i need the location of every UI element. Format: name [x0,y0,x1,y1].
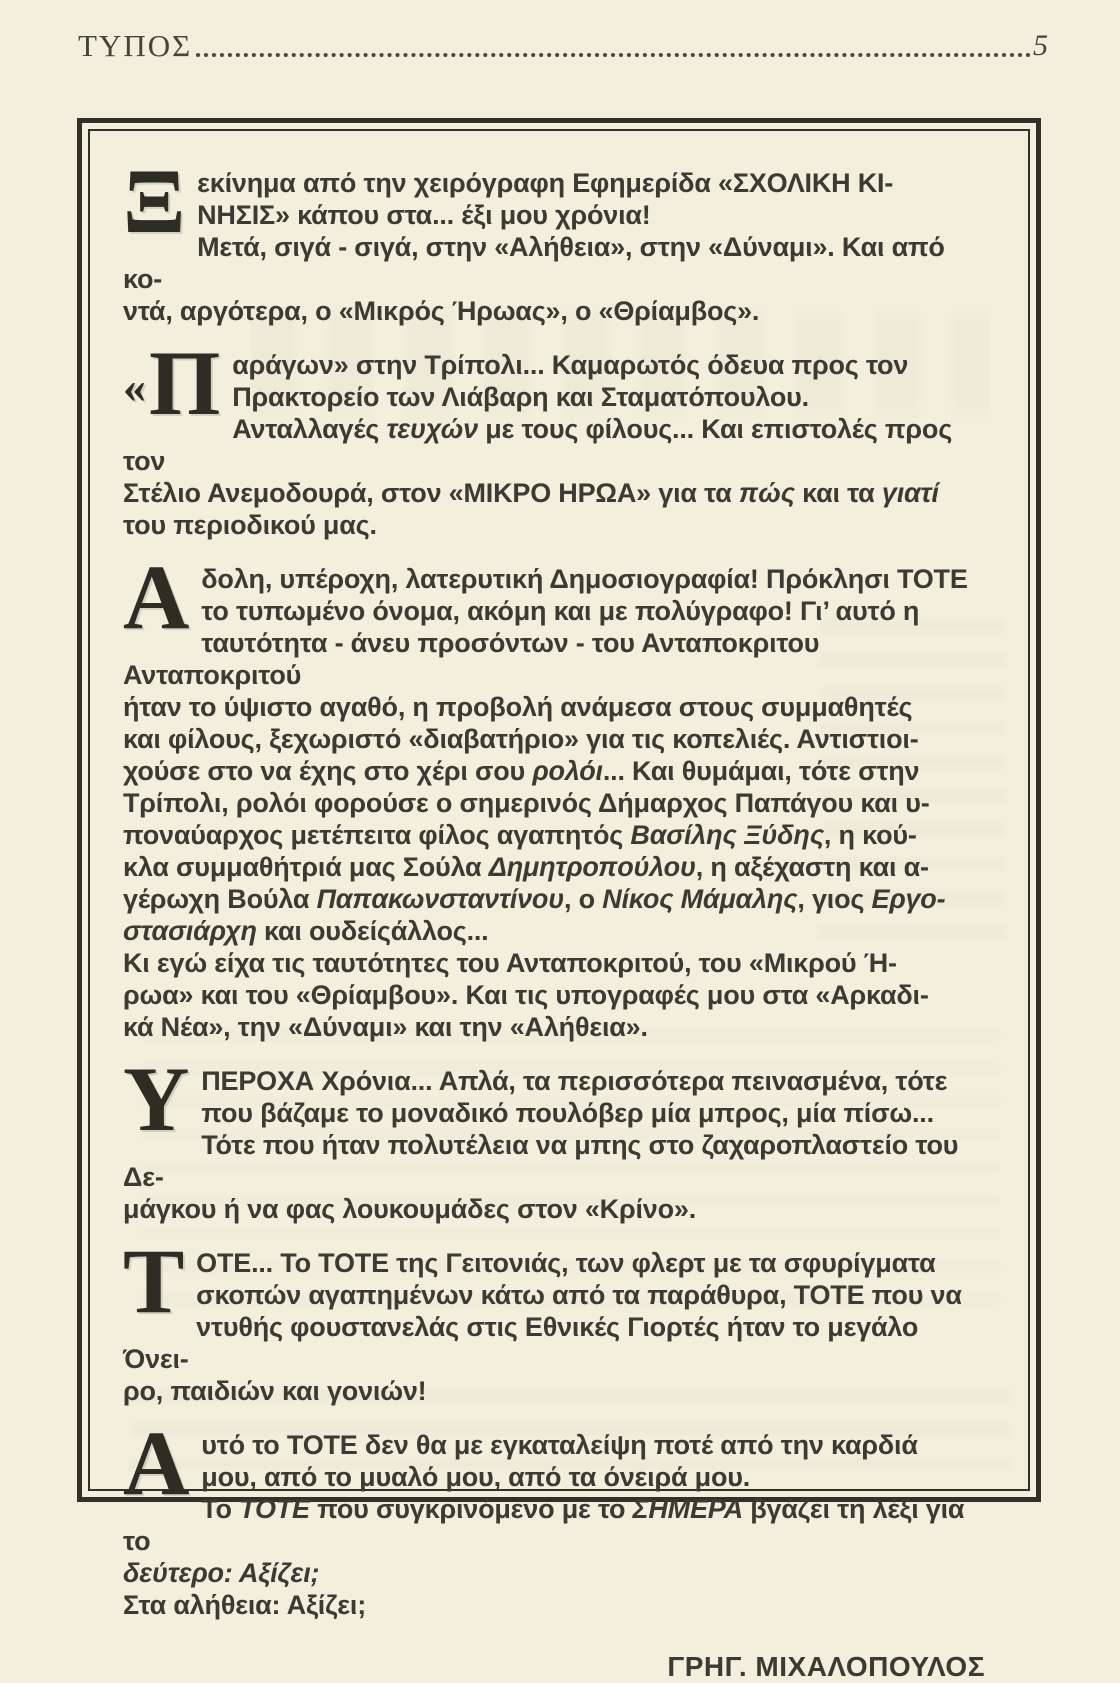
paragraph [123,1412,985,1621]
text-line-segment: μάγκου ή να φας λουκουμάδες στον «Κρίνο». [123,1194,696,1224]
text-line-segment: και ουδείςάλλος... [256,916,489,946]
text-line-segment: Κι εγώ είχα τις ταυτότητες του Ανταποκριτού, του «Μικρού Ή- [123,948,897,978]
text-line-segment: αράγων» στην Τρίπολι... Καμαρωτός όδευα προς τον [232,350,909,380]
article-frame-outer [77,118,1041,1682]
drop-cap: Τ [123,1230,185,1332]
text-line-segment: Νίκος Μάμαλης [602,884,798,914]
text-line-segment: Εργο- [871,884,946,914]
dotted-leader [196,53,1031,57]
article-frame-inner [88,129,1030,1682]
text-line-segment: Πρακτορείο των Λιάβαρη και Σταματόπουλου. [232,382,809,412]
text-line-segment: ΟΤΕ... Το ΤΟΤΕ της Γειτονιάς, των φλερτ με τα σφυρίγματα [196,1248,936,1278]
page-number: 5 [1033,29,1048,62]
text-line-segment: κλα συμμαθήτριά μας Σούλα [123,852,489,882]
text-line-segment: Το [201,1494,240,1524]
text-line-segment: ρο, παιδιών και γονιών! [123,1376,427,1406]
text-line-segment: που βάζαμε το μοναδικό πουλόβερ μία μπρος, μία πίσω... [201,1098,934,1128]
text-line-segment: , η κού- [823,820,917,850]
paragraph [123,546,985,1043]
text-line-segment: τευχών [386,414,478,444]
text-line-segment: μου, από το μυαλό μου, από τα όνειρά μου. [201,1462,751,1492]
text-line-segment: Στέλιο Ανεμοδουρά, στον «ΜΙΚΡΟ ΗΡΩΑ» για τα [123,478,739,508]
text-line-segment: γιατί [881,478,939,508]
text-line-segment: ρολόι [532,756,603,786]
text-line-segment: με τους φίλους... Και επιστολές προς τον [123,414,953,476]
text-line-segment: το τυπωμένο όνομα, ακόμη και με πολύγραφο! Γι’ αυτό η [201,596,920,626]
text-line-segment: , γιος [797,884,872,914]
text-line-segment: και τα [794,478,882,508]
text-line-segment: Δημητροπούλου [488,852,696,882]
text-line-segment: Βασίλης Ξύδης [630,820,824,850]
text-line-segment: Τρίπολι, ρολόι φορούσε ο σημερινός Δήμαρχος Παπάγου και υ- [123,788,930,818]
text-line-segment: Τότε που ήταν πολυτέλεια να μπης στο ζαχαροπλαστείο του Δε- [123,1130,959,1192]
text-line-segment: εκίνημα από την χειρόγραφη Εφημερίδα «ΣΧΟΛΙΚΗ ΚΙ- [197,168,894,198]
text-line-segment: σκοπών αγαπημένων κάτω από τα παράθυρα, ΤΟΤΕ που να [196,1280,962,1310]
text-line-segment: δεύτερο: Αξίζει; [123,1558,320,1588]
text-line-segment: ΝΗΣΙΣ» κάπου στα... έξι μου χρόνια! [197,200,651,230]
text-line-segment: ΣΗΜΕΡΑ [632,1494,743,1524]
text-line-segment: Μετά, σιγά - σιγά, στην «Αλήθεια», στην «Δύναμι». Και από κο- [123,232,945,294]
text-line-segment: και φίλους, ξεχωριστό «διαβατήριο» για τις κοπελιές. Αντιστιοι- [123,724,919,754]
drop-cap: Α [123,1412,190,1514]
text-line-segment: ΤΟΤΕ [239,1494,310,1524]
text-line-segment: , η αξέχαστη και α- [695,852,929,882]
text-line-segment: Ανταλλαγές [232,414,387,444]
running-head [78,30,1048,61]
paragraph [123,332,985,541]
drop-cap: Α [123,546,190,648]
paragraph [123,1230,985,1407]
text-line-segment: ρωα» και του «Θρίαμβου». Και τις υπογραφές μου στα «Αρκαδι- [123,980,929,1010]
text-line-segment: Στα αλήθεια: Αξίζει; [123,1590,367,1620]
text-line-segment: χούσε στο να έχης στο χέρι σου [123,756,533,786]
text-line-segment: , ο [564,884,603,914]
text-line-segment: δολη, υπέροχη, λατερυτική Δημοσιογραφία! Πρόκλησι ΤΟΤΕ [201,564,968,594]
article-body [123,150,985,1621]
drop-cap: « Π [123,332,221,434]
paragraph [123,150,985,327]
text-line-segment: ΠΕΡΟΧΑ Χρόνια... Απλά, τα περισσότερα πεινασμένα, τότε [201,1066,948,1096]
text-line-segment: υτό το ΤΟΤΕ δεν θα με εγκαταλείψη ποτέ από την καρδιά [201,1430,918,1460]
text-line-segment: Παπακωνσταντίνου [316,884,564,914]
text-line-segment: βγάζει τη λέξι για το [123,1494,965,1556]
text-line-segment: στασιάρχη [123,916,257,946]
text-line-segment: του περιοδικού μας. [123,510,377,540]
drop-cap-quote-mark: « [123,361,146,412]
text-line-segment: ποναύαρχος μετέπειτα φίλος αγαπητός [123,820,631,850]
text-line-segment: ήταν το ύψιστο αγαθό, η προβολή ανάμεσα στους συμμαθητές [123,692,913,722]
text-line-segment: κά Νέα», την «Δύναμι» και την «Αλήθεια». [123,1012,648,1042]
text-line-segment: ντά, αργότερα, ο «Μικρός Ήρωας», ο «Θρίαμβος». [123,296,760,326]
drop-cap: Υ [123,1048,190,1150]
paragraph [123,1048,985,1225]
text-line-segment: ταυτότητα - άνευ προσόντων - του Ανταποκριτου Ανταποκριτού [123,628,820,690]
text-line-segment: ντυθής φουστανελάς στις Εθνικές Γιορτές ήταν το μεγάλο Όνει- [123,1312,919,1374]
text-line-segment: πώς [738,478,795,508]
text-line-segment: ... Και θυμάμαι, τότε στην [602,756,920,786]
section-title: ΤΥΠΟΣ [78,28,193,63]
author-signature: ΓΡΗΓ. ΜΙΧΑΛΟΠΟΥΛΟΣ [667,1651,985,1682]
text-line-segment: που συγκρινόμενο με το [309,1494,633,1524]
drop-cap: Ξ [123,150,186,252]
text-line-segment: γέρωχη Βούλα [123,884,317,914]
